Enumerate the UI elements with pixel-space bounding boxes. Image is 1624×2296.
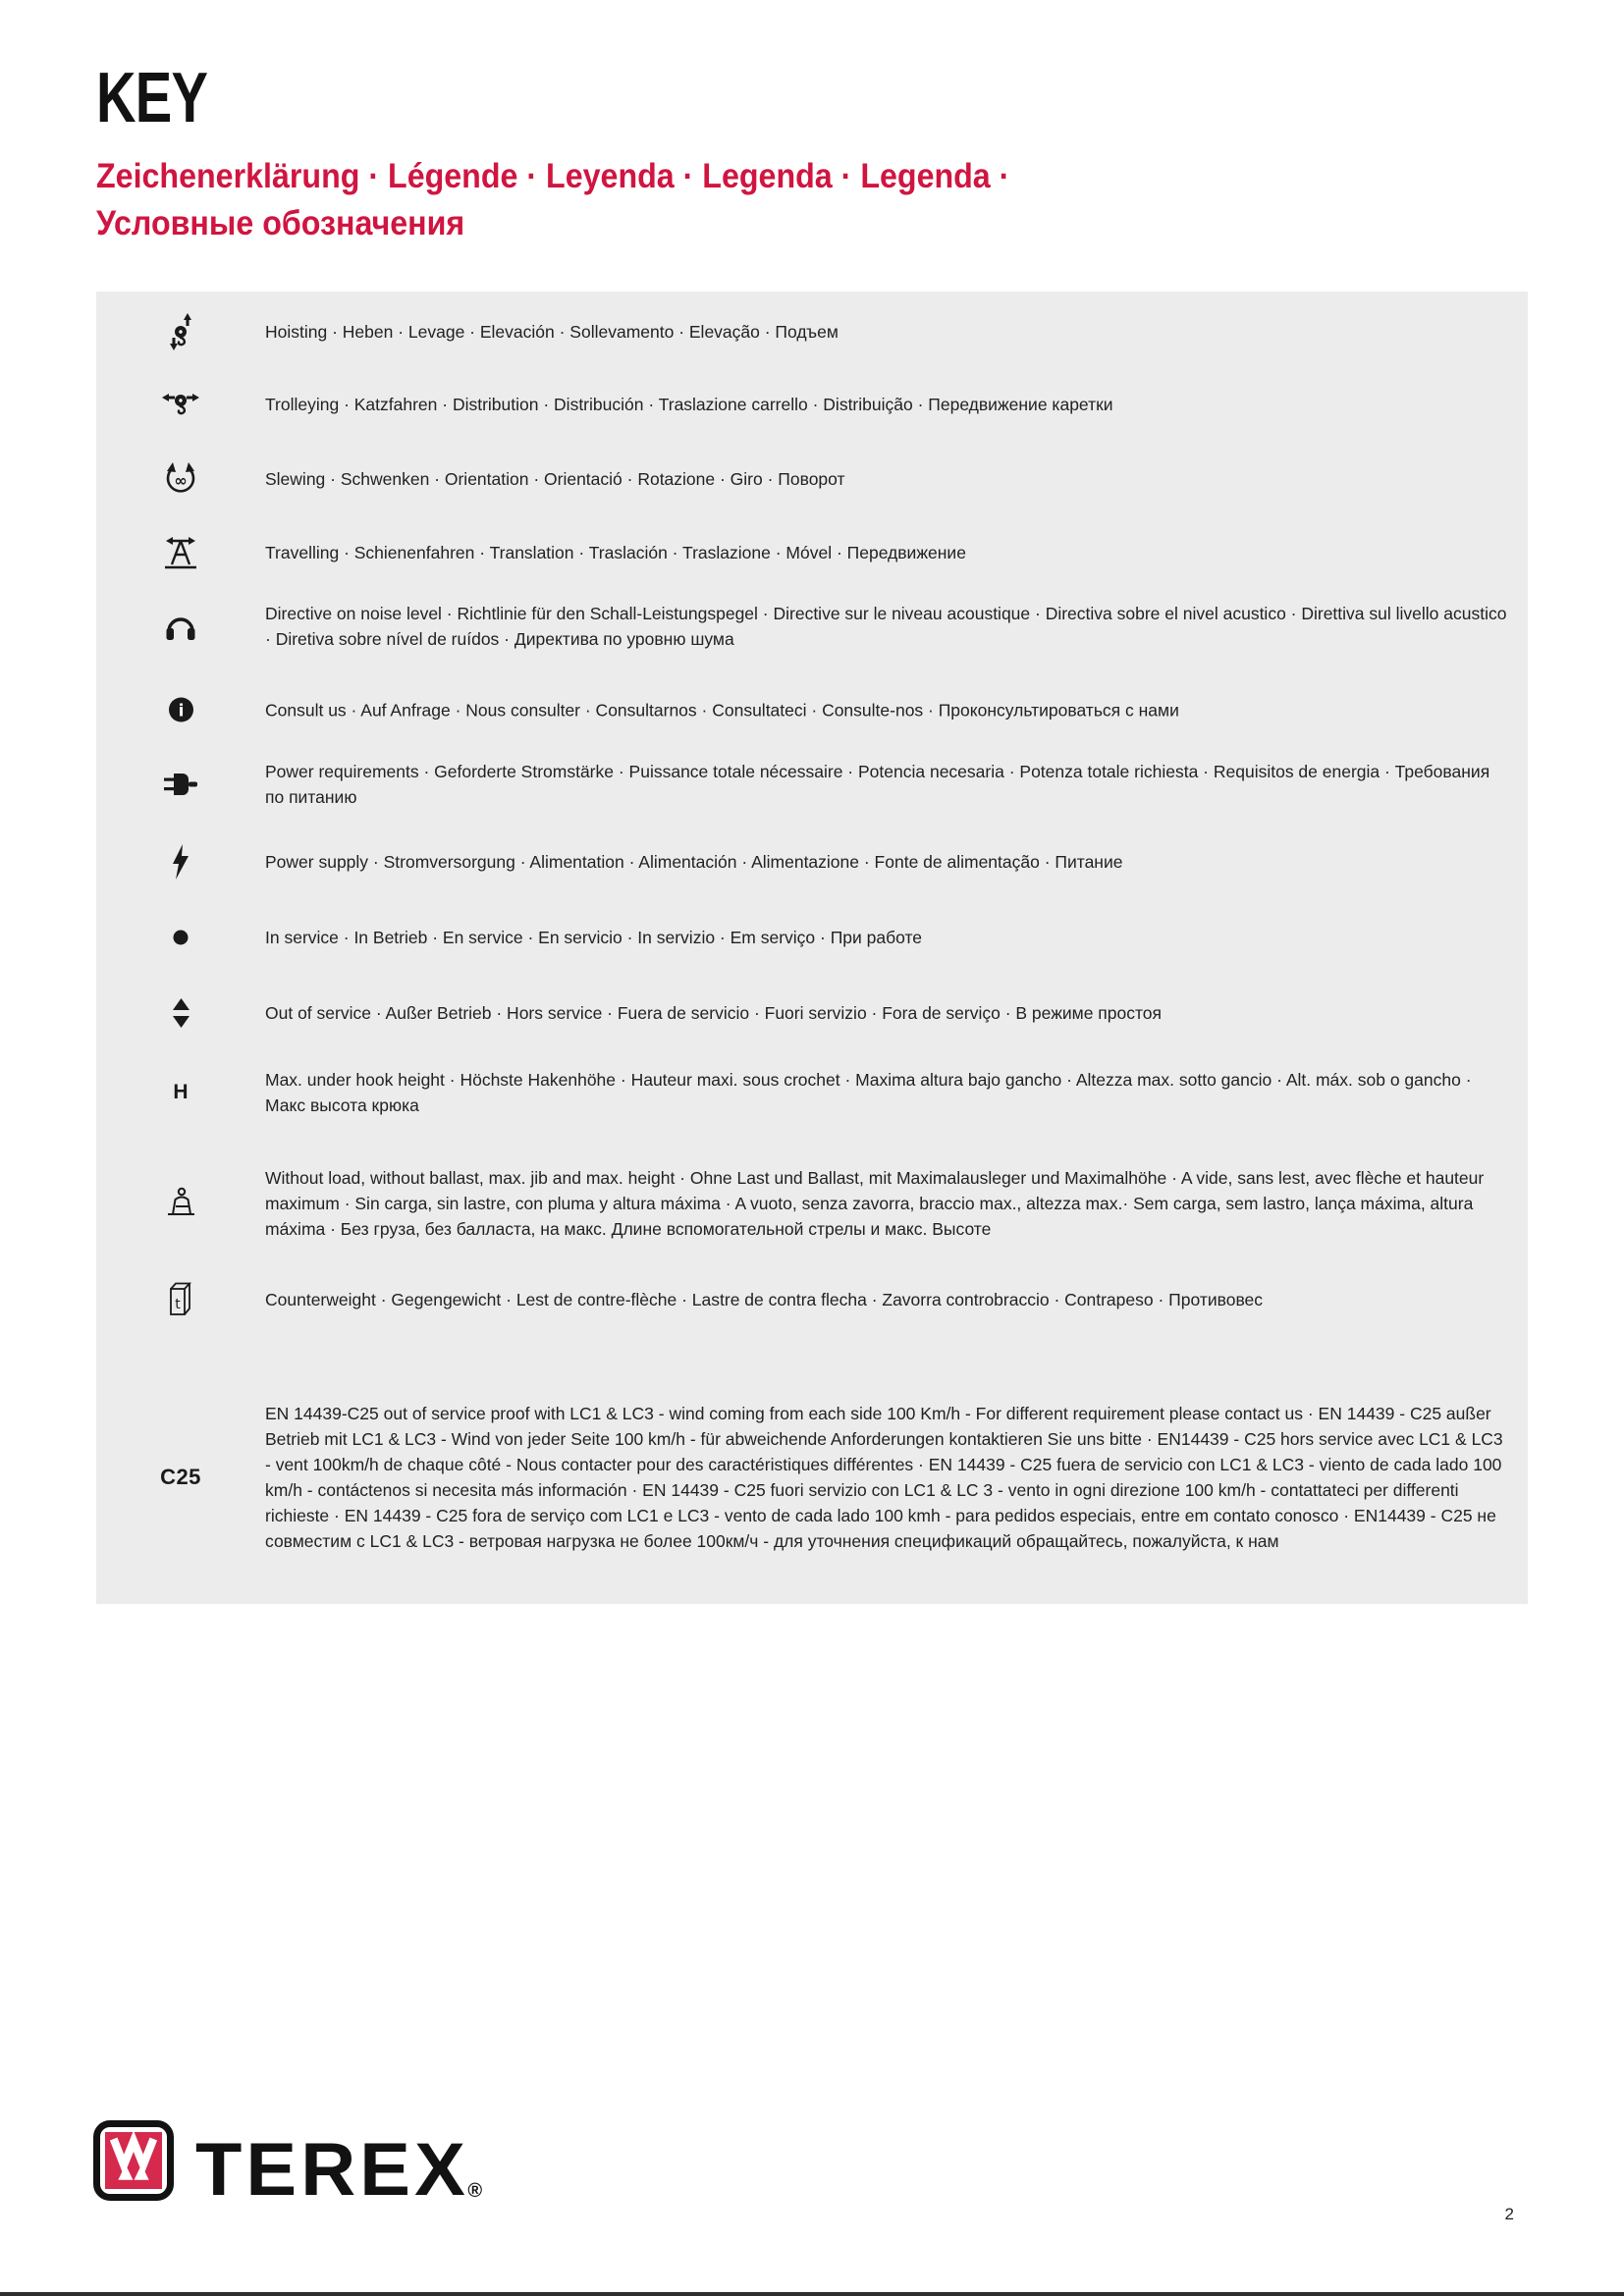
counterweight-icon xyxy=(96,1282,265,1317)
crane-cab-icon xyxy=(96,1186,265,1221)
subtitle-line-1: Zeichenerklärung · Légende · Leyenda · Legenda · Legenda · xyxy=(96,157,1010,195)
registered-mark: ® xyxy=(467,2180,483,2202)
page-number: 2 xyxy=(1504,2205,1514,2223)
noise-level-icon xyxy=(96,612,265,642)
info-icon xyxy=(96,697,265,723)
key-row-noise-level xyxy=(96,601,1528,652)
key-row-in-service xyxy=(96,925,1528,950)
key-row-out-of-service xyxy=(96,997,1528,1029)
brand-wordmark: TEREX xyxy=(195,2127,469,2212)
key-row-slewing xyxy=(96,461,1528,497)
key-text-power-requirements: Power requirements · Geforderte Stromstärke · Puissance totale nécessaire · Potencia necesaria · Potenza totale richiesta · Requisitos de energia · Требования по питанию xyxy=(265,762,1490,807)
key-panel xyxy=(96,292,1528,1604)
page-title: KEY xyxy=(96,59,208,137)
key-text-power-supply: Power supply · Stromversorgung · Alimentation · Alimentación · Alimentazione · Fonte de alimentação · Питание xyxy=(265,852,1123,872)
slewing-icon xyxy=(96,461,265,497)
trolleying-icon xyxy=(96,389,265,420)
lightning-bolt-icon xyxy=(96,844,265,880)
terex-logo xyxy=(93,2116,483,2212)
key-text-slewing: Slewing · Schwenken · Orientation · Orientació · Rotazione · Giro · Поворот xyxy=(265,469,845,489)
svg-text:∞: ∞ xyxy=(174,471,188,490)
terex-crown-icon xyxy=(93,2120,174,2201)
key-row-c25 xyxy=(96,1401,1528,1554)
hook-height-letter: H xyxy=(173,1081,189,1103)
key-row-trolleying xyxy=(96,389,1528,420)
key-text-out-of-service: Out of service · Außer Betrieb · Hors service · Fuera de servicio · Fuori servizio · Fora de serviço · В режиме простоя xyxy=(265,1003,1163,1023)
travelling-icon xyxy=(96,535,265,570)
key-text-hook-height: Max. under hook height · Höchste Hakenhöhe · Hauteur maxi. sous crochet · Maxima altura bajo gancho · Altezza max. sotto gancio · Alt. máx. sob o gancho · Макс высота крюка xyxy=(265,1070,1472,1115)
key-row-consult-us xyxy=(96,697,1528,723)
subtitle-line-2: Условные обозначения xyxy=(96,204,465,242)
power-plug-icon xyxy=(96,771,265,798)
key-row-power-requirements xyxy=(96,759,1528,810)
key-row-counterweight xyxy=(96,1282,1528,1317)
key-text-trolleying: Trolleying · Katzfahren · Distribution · Distribución · Traslazione carrello · Distribuição · Передвижение каретки xyxy=(265,395,1113,414)
key-text-hoisting: Hoisting · Heben · Levage · Elevación · Sollevamento · Elevação · Подъем xyxy=(265,322,839,342)
key-text-without-load: Without load, without ballast, max. jib and max. height · Ohne Last und Ballast, mit Maximalausleger und Maximalhöhe · A vide, sans lest, avec flèche et hauteur maximum · Sin carga, sin lastre, con pluma y altura máxima · A vuoto, senza zavorra, braccio max., altezza max.· Sem carga, sem lastro, lança máxima, altura máxima · Без груза, без балласта, на макс. Длине вспомогательной стрелы и макс. Высоте xyxy=(265,1168,1485,1239)
key-text-in-service: In service · In Betrieb · En service · En servicio · In servizio · Em serviço · При работе xyxy=(265,928,923,947)
key-row-hoisting xyxy=(96,313,1528,350)
svg-text:t: t xyxy=(175,1297,181,1312)
key-row-hook-height xyxy=(96,1067,1528,1118)
key-row-power-supply xyxy=(96,844,1528,880)
in-service-icon xyxy=(96,930,265,945)
key-row-travelling xyxy=(96,535,1528,570)
out-of-service-icon xyxy=(96,997,265,1029)
key-row-without-load xyxy=(96,1165,1528,1242)
key-text-c25: EN 14439-C25 out of service proof with LC1 & LC3 - wind coming from each side 100 Km/h - For different requirement please contact us · EN 14439 - C25 außer Betrieb mit LC1 & LC3 - Wind von jeder Seite 100 km/h - für abweichende Anforderungen kontaktieren Sie uns bitte · EN14439 - C25 hors service avec LC1 & LC3 - vent 100km/h de chaque côté - Nous contacter pour des caractéristiques différentes · EN 14439 - C25 fuera de servicio con LC1 & LC3 - viento de cada lado 100 km/h - contáctenos si necesita más información · EN 14439 - C25 fuori servizio con LC1 & LC 3 - vento in ogni direzione 100 km/h - contattateci per differenti richieste · EN 14439 - C25 fora de serviço com LC1 e LC3 - vento de cada lado 100 kmh - para pedidos especiais, entre em contato conosco · EN14439 - C25 не совместим с LC1 & LC3 - ветровая нагрузка не более 100км/ч - для уточнения спецификаций обращайтесь, пожалуйста, к нам xyxy=(265,1404,1503,1551)
c25-label: C25 xyxy=(160,1465,201,1489)
key-text-counterweight: Counterweight · Gegengewicht · Lest de contre-flèche · Lastre de contra flecha · Zavorra controbraccio · Contrapeso · Противовес xyxy=(265,1290,1264,1309)
key-text-noise-level: Directive on noise level · Richtlinie für den Schall-Leistungspegel · Directive sur le niveau acoustique · Directiva sobre el nivel acustico · Direttiva sul livello acustico · Diretiva sobre nível de ruídos · Директива по уровню шума xyxy=(265,604,1507,649)
svg-text:i: i xyxy=(178,701,184,721)
page-bottom-edge xyxy=(0,2292,1624,2296)
key-text-consult-us: Consult us · Auf Anfrage · Nous consulter · Consultarnos · Consultateci · Consulte-nos · Проконсультироваться с нами xyxy=(265,700,1179,720)
key-text-travelling: Travelling · Schienenfahren · Translation · Traslación · Traslazione · Móvel · Передвижение xyxy=(265,543,966,562)
hoisting-icon xyxy=(96,313,265,350)
